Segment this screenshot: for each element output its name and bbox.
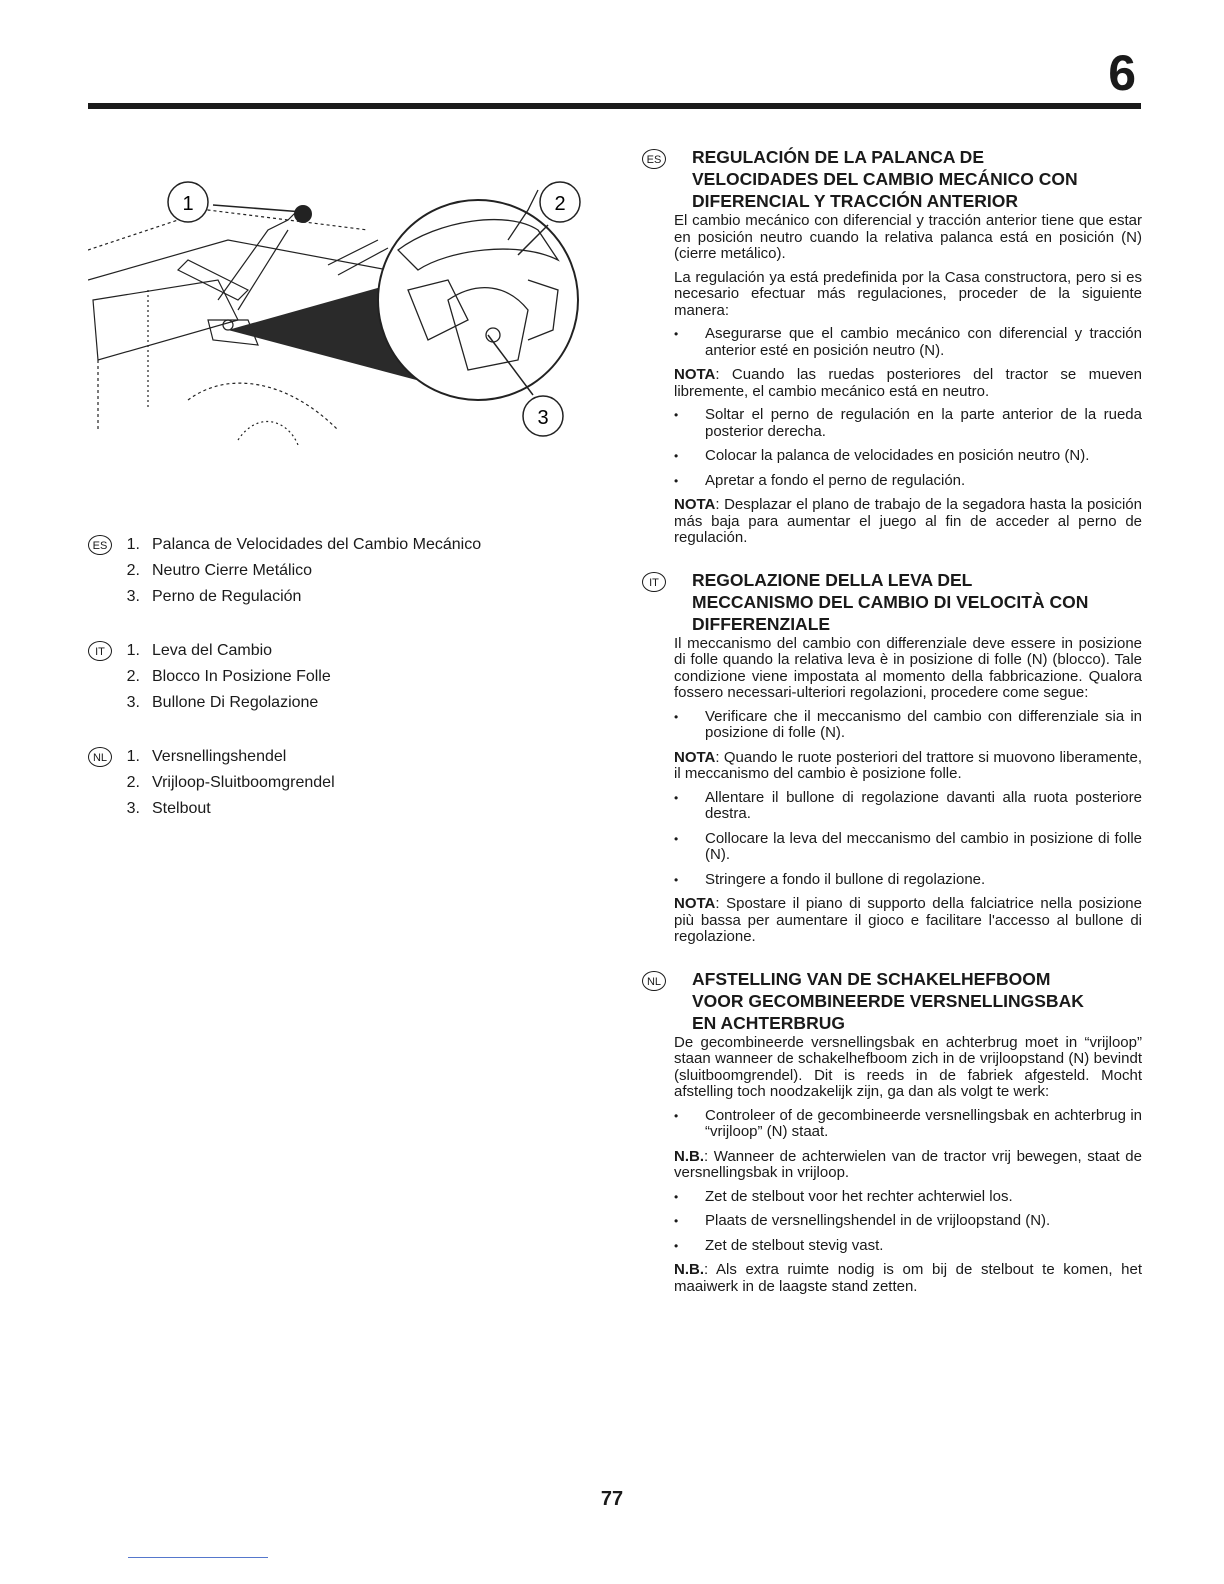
lang-badge-it: IT — [642, 572, 666, 592]
list-item: • Apretar a fondo el perno de regulación. — [674, 473, 1142, 490]
svg-text:1: 1 — [182, 193, 194, 215]
section-title: REGOLAZIONE DELLA LEVA DEL MECCANISMO DEL CAMBIO DI VELOCITÀ CON DIFFERENZIALE — [692, 569, 1089, 634]
bullet-list — [674, 1189, 1142, 1255]
svg-text:2: 2 — [554, 193, 566, 215]
section-title: AFSTELLING VAN DE SCHAKELHEFBOOM VOOR GECOMBINEERDE VERSNELLINGSBAK EN ACHTERBRUG — [692, 968, 1084, 1033]
note: N.B.: Als extra ruimte nodig is om bij de stelbout te komen, het maaiwerk in de laagste stand zetten. — [674, 1261, 1142, 1295]
instructions-column — [646, 146, 1142, 1317]
section-nl — [646, 968, 1142, 1296]
page-number: 77 — [600, 1488, 624, 1510]
bullet-list — [674, 407, 1142, 489]
note: NOTA: Spostare il piano di supporto della falciatrice nella posizione più bassa per aumentare il gioco e facilitare l'accesso al bullone di regolazione. — [674, 895, 1142, 945]
paragraph: De gecombineerde versnellingsbak en achterbrug moet in “vrijloop” staan wanneer de schakelhefboom zich in de vrijloopstand (N) bevindt (sluitboomgrendel). Dit is reeds in de fabriek afgesteld. Mocht afstelling toch noodzakelijk zijn, ga dan als volgt te werk: — [674, 1033, 1142, 1100]
list-item: • Plaats de versnellingshendel in de vrijloopstand (N). — [674, 1213, 1142, 1230]
lang-badge-nl: NL — [88, 747, 112, 767]
list-item: • Zet de stelbout stevig vast. — [674, 1238, 1142, 1255]
header-rule — [88, 103, 1141, 109]
caption-item: 1. Versnellingshendel — [126, 748, 287, 765]
list-item: • Allentare il bullone di regolazione davanti alla ruota posteriore destra. — [674, 790, 1142, 823]
callout-1 — [168, 182, 208, 222]
bullet-list — [674, 1108, 1142, 1141]
list-item: • Zet de stelbout voor het rechter achterwiel los. — [674, 1189, 1142, 1206]
callout-3 — [523, 396, 563, 436]
note: NOTA: Quando le ruote posteriori del trattore si muovono liberamente, il meccanismo del cambio è posizione folle. — [674, 748, 1142, 782]
caption-group-es — [88, 532, 608, 610]
note: NOTA: Desplazar el plano de trabajo de la segadora hasta la posición más baja para aumentar el juego al fin de acceder al perno de regulación. — [674, 496, 1142, 546]
caption-item: 2. Blocco In Posizione Folle — [126, 668, 331, 685]
bullet-list — [674, 326, 1142, 359]
caption-group-nl — [88, 744, 608, 822]
detail-circle — [378, 200, 578, 400]
caption-item: 2. Neutro Cierre Metálico — [126, 562, 313, 579]
caption-item: 3. Stelbout — [126, 800, 211, 817]
caption-item: 3. Perno de Regulación — [126, 588, 302, 605]
section-title: REGULACIÓN DE LA PALANCA DE VELOCIDADES DEL CAMBIO MECÁNICO CON DIFERENCIAL Y TRACCIÓN ANTERIOR — [692, 147, 1078, 211]
section-es — [646, 146, 1142, 547]
figure-captions — [88, 532, 608, 850]
bullet-list — [674, 709, 1142, 742]
lang-badge-nl: NL — [642, 971, 666, 991]
lang-badge-es: ES — [88, 535, 112, 555]
caption-item: 3. Bullone Di Regolazione — [126, 694, 319, 711]
caption-item: 1. Leva del Cambio — [126, 642, 273, 659]
svg-text:3: 3 — [537, 407, 549, 429]
chapter-number: 6 — [1108, 45, 1136, 101]
callout-2 — [540, 182, 580, 222]
bullet-list — [674, 790, 1142, 889]
caption-group-it — [88, 638, 608, 716]
list-item: • Collocare la leva del meccanismo del cambio in posizione di folle (N). — [674, 831, 1142, 864]
list-item: • Verificare che il meccanismo del cambio con differenziale sia in posizione di folle (N). — [674, 709, 1142, 742]
list-item: • Stringere a fondo il bullone di regolazione. — [674, 872, 1142, 889]
list-item: • Soltar el perno de regulación en la parte anterior de la rueda posterior derecha. — [674, 407, 1142, 440]
lang-badge-es: ES — [642, 149, 666, 169]
list-item: • Asegurarse que el cambio mecánico con diferencial y tracción anterior esté en posición neutro (N). — [674, 326, 1142, 359]
list-item: • Colocar la palanca de velocidades en posición neutro (N). — [674, 448, 1142, 465]
note: N.B.: Wanneer de achterwielen van de tractor vrij bewegen, staat de versnellingsbak in vrijloop. — [674, 1147, 1142, 1181]
footer-line — [128, 1557, 268, 1558]
paragraph: La regulación ya está predefinida por la Casa constructora, pero si es necesario efectuar más regulaciones, proceder de la siguiente manera: — [674, 268, 1142, 319]
note: NOTA: Cuando las ruedas posteriores del tractor se mueven libremente, el cambio mecánico está en neutro. — [674, 366, 1142, 400]
paragraph: Il meccanismo del cambio con differenziale deve essere in posizione di folle quando la relativa leva è in posizione di folle (N) (blocco). Tale condizione viene impostata al momento della fabbricazione. Qualora fossero necessari-ulteriori regolazioni, procedere come segue: — [674, 634, 1142, 701]
caption-item: 2. Vrijloop-Sluitboomgrendel — [126, 774, 335, 791]
shift-lever-illustration — [88, 170, 608, 470]
section-it — [649, 569, 1142, 946]
paragraph: El cambio mecánico con diferencial y tracción anterior tiene que estar en posición neutro cuando la relativa palanca está en posición (N) (cierre metálico). — [674, 212, 1142, 262]
lang-badge-it: IT — [88, 641, 112, 661]
caption-item: 1. Palanca de Velocidades del Cambio Mecánico — [126, 536, 482, 553]
list-item: • Controleer of de gecombineerde versnellingsbak en achterbrug in “vrijloop” (N) staat. — [674, 1108, 1142, 1141]
